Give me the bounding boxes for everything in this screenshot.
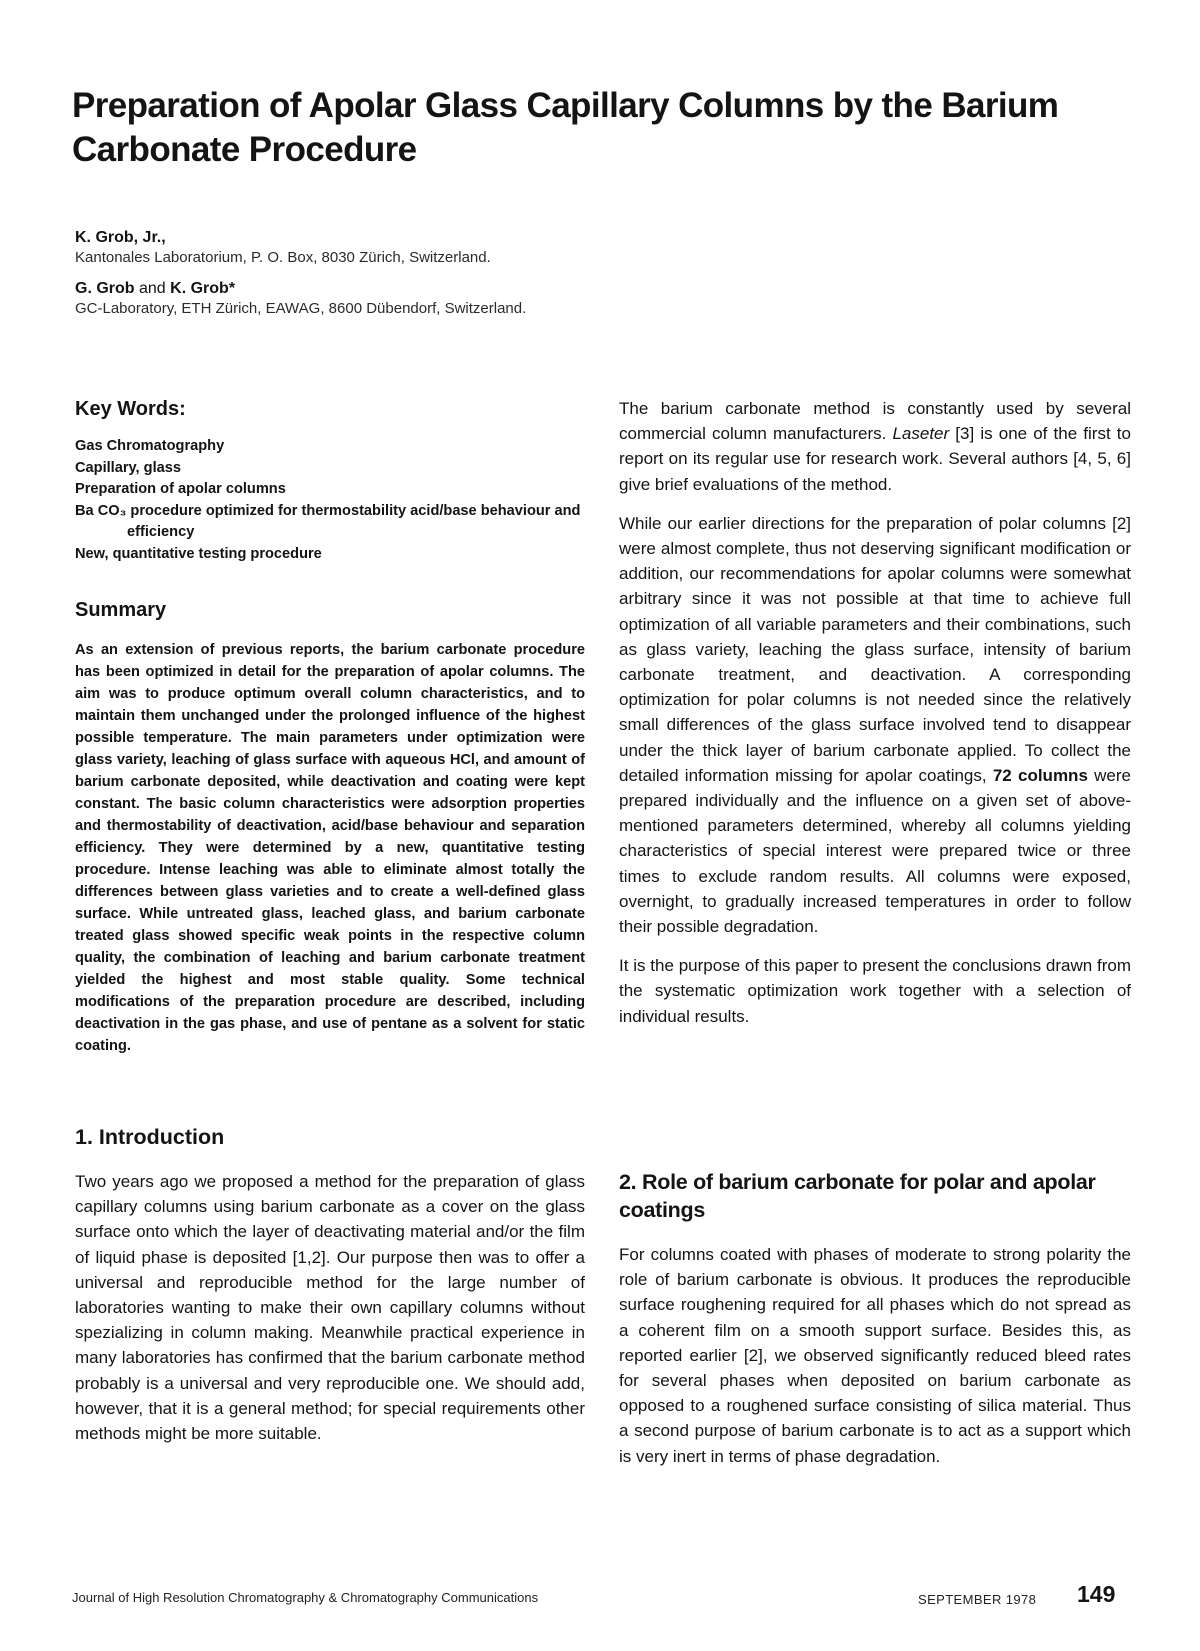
- cited-author: Laseter: [892, 424, 950, 444]
- section-2-paragraph: For columns coated with phases of moderate to strong polarity the role of barium carbonate is obvious. It produces the reproducible surface roughening required for all phases which do not spread as a coherent film on a smooth support surface. Besides this, as reported earlier [2], we observed significantly reduced bleed rates for several phases when deposited on barium carbonate as opposed to a roughened surface consisting of silica material. Thus a second purpose of barium carbonate is to act as a support which is very inert in terms of phase degradation.: [619, 1245, 1131, 1466]
- author-name: K. Grob, Jr.,: [75, 229, 166, 246]
- emphasis-text: 72 columns: [992, 765, 1088, 785]
- author-list: [75, 228, 975, 330]
- keyword-item: Ba CO₃ procedure optimized for thermostability acid/base behaviour and efficiency: [75, 502, 581, 540]
- journal-name: Journal of High Resolution Chromatography & Chromatography Communications: [72, 1590, 539, 1605]
- text-span: While our earlier directions for the preparation of polar columns [2] were almost complete, thus not deserving significant modification or addition, our recommendations for apolar columns were somewhat arbitrary since it was not possible at that time to achieve full optimization of all variable parameters and their combinations, such as glass variety, leaching the glass surface, intensity of barium carbonate treatment, and deactivation. A corresponding optimization for polar columns is not needed since the relatively small differences of the glass surface involved tend to disappear under the thick layer of barium carbonate applied. To collect the detailed information missing for apolar coatings,: [619, 513, 1131, 785]
- page-number: 149: [1077, 1581, 1116, 1607]
- section-2: [619, 1168, 1131, 1483]
- introduction-heading: 1. Introduction: [75, 1125, 225, 1149]
- keyword-item: Capillary, glass: [75, 459, 181, 476]
- keyword-item: New, quantitative testing procedure: [75, 545, 322, 562]
- issue-date: SEPTEMBER 1978: [918, 1592, 1037, 1607]
- paper-title: Preparation of Apolar Glass Capillary Columns by the Barium Carbonate Procedure: [72, 86, 1059, 169]
- body-paragraph-1: [619, 396, 1131, 497]
- summary-heading: Summary: [75, 599, 167, 621]
- abstract-column: [75, 396, 585, 1057]
- text-span: [3] is one of the first to report on its regular use for research work. Several authors [4, 5, 6] give brief evaluations of the method.: [619, 424, 1131, 494]
- author-name: K. Grob: [170, 280, 229, 297]
- corresponding-author-mark: *: [228, 280, 236, 297]
- section-2-heading: 2. Role of barium carbonate for polar and apolar coatings: [619, 1170, 1096, 1222]
- author-affiliation: Kantonales Laboratorium, P. O. Box, 8030 Zürich, Switzerland.: [75, 249, 491, 266]
- keyword-item: Preparation of apolar columns: [75, 481, 286, 497]
- introduction-paragraph: Two years ago we proposed a method for the preparation of glass capillary columns using barium carbonate as a cover on the glass surface onto which the layer of deactivating material and/or the film of liquid phase is deposited [1,2]. Our purpose then was to offer a universal and reproducible method for the large number of laboratories wanting to make their own capillary columns without spezializing in column making. Meanwhile practical experience in many laboratories has confirmed that the barium carbonate method probably is a universal and very reproducible one. We should add, however, that it is a general method; for special requirements other methods might be more suitable.: [75, 1172, 585, 1444]
- author-affiliation: GC-Laboratory, ETH Zürich, EAWAG, 8600 Dübendorf, Switzerland.: [75, 300, 527, 317]
- body-column-right: [619, 396, 1131, 1043]
- author-names: [75, 279, 975, 299]
- text-span: The barium carbonate method is constantly used by several commercial column manufacturers.: [619, 399, 1131, 444]
- introduction-section: [75, 1123, 585, 1460]
- body-paragraph-2: [619, 511, 1131, 939]
- text-span: were prepared individually and the influence on a given set of above-mentioned parameters determined, whereby all columns yielding characteristics of special interest were prepared twice or three times to exclude random results. All columns were exposed, overnight, to gradually increased temperatures in order to follow their possible degradation.: [619, 765, 1131, 937]
- keyword-item: Gas Chromatography: [75, 438, 225, 454]
- keywords-heading: Key Words:: [75, 398, 186, 420]
- author-entry-2: [75, 279, 975, 318]
- author-entry-1: [75, 228, 975, 267]
- author-name: G. Grob: [75, 280, 135, 297]
- body-paragraph-3: It is the purpose of this paper to present the conclusions drawn from the systematic optimization work together with a selection of individual results.: [619, 956, 1131, 1026]
- author-conjunction: and: [134, 280, 171, 297]
- summary-text: As an extension of previous reports, the barium carbonate procedure has been optimized in detail for the preparation of apolar columns. The aim was to produce optimum overall column characteristics, and to maintain them unchanged under the prolonged influence of the highest possible temperature. The main parameters under optimization were glass variety, leaching of glass surface with aqueous HCl, and amount of barium carbonate deposited, while deactivation and coating were kept constant. The basic column characteristics were adsorption properties and thermostability of deactivation, acid/base behaviour and separation efficiency. They were determined by a new, quantitative testing procedure. Intense leaching was able to eliminate almost totally the differences between glass varieties and to create a well-defined glass surface. While untreated glass, leached glass, and barium carbonate treated glass showed specific weak points in the respective column quality, the combination of leaching and barium carbonate treatment yielded the highest and most stable quality. Some technical modifications of the preparation procedure are described, including deactivation in the gas phase, and use of pentane as a solvent for static coating.: [75, 642, 585, 1054]
- keywords-list: [75, 436, 585, 565]
